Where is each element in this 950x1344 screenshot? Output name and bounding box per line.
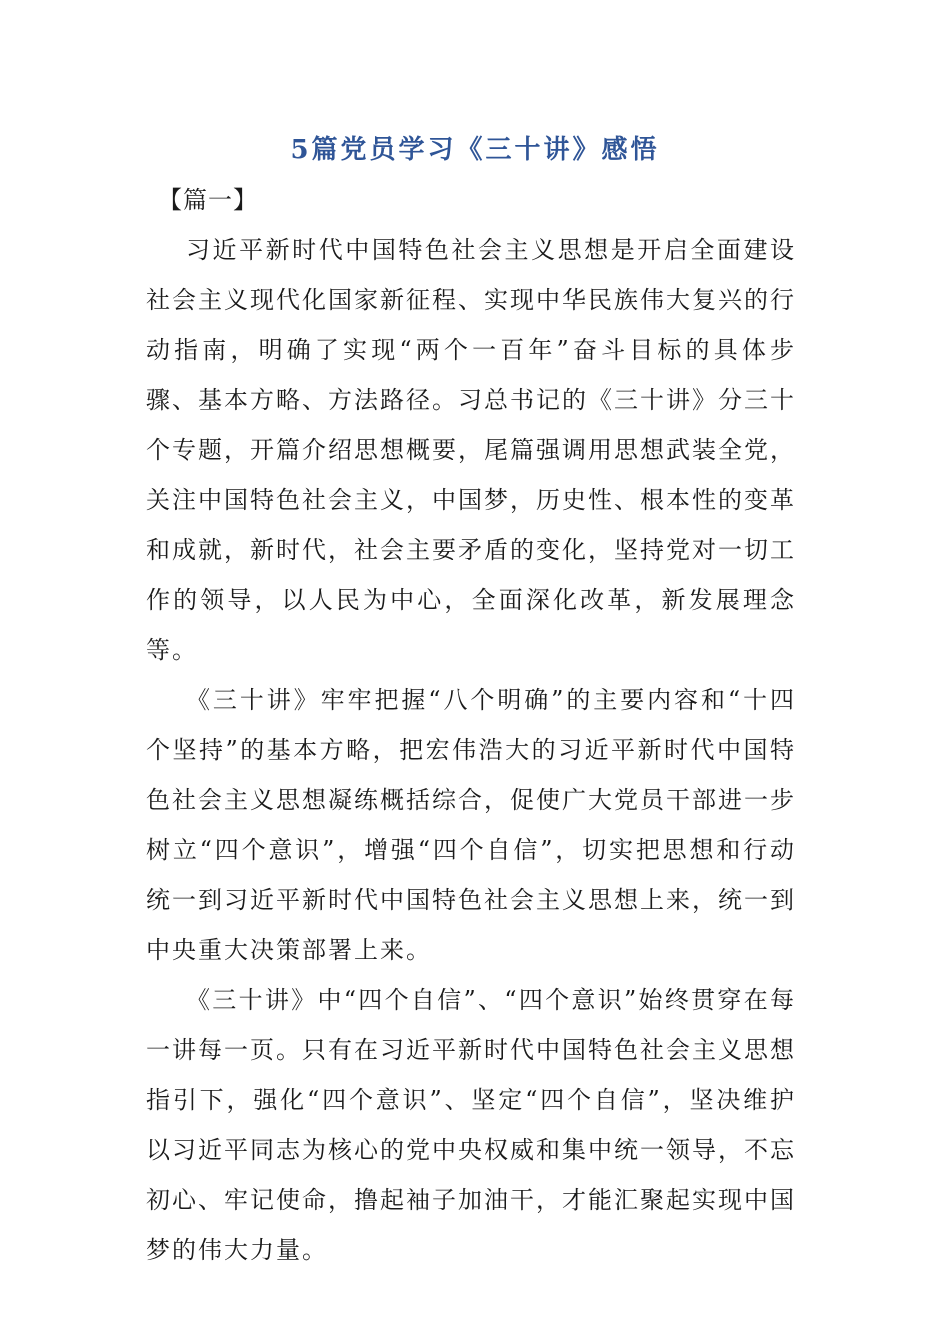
paragraph-1: 习近平新时代中国特色社会主义思想是开启全面建设社会主义现代化国家新征程、实现中华民族伟大复兴的行动指南，明确了实现“两个一百年”奋斗目标的具体步骤、基本方略、方法路径。习总书记的《三十讲》分三十个专题，开篇介绍思想概要，尾篇强调用思想武装全党，关注中国特色社会主义，中国梦，历史性、根本性的变革和成就，新时代，社会主要矛盾的变化，坚持党对一切工作的领导，以人民为中心，全面深化改革，新发展理念等。	[146, 236, 796, 664]
paragraph-2: 《三十讲》牢牢把握“八个明确”的主要内容和“十四个坚持”的基本方略，把宏伟浩大的习近平新时代中国特色社会主义思想凝练概括综合，促使广大党员干部进一步树立“四个意识”，增强“四个自信”，切实把思想和行动统一到习近平新时代中国特色社会主义思想上来，统一到中央重大决策部署上来。	[146, 686, 796, 964]
document-body	[146, 225, 796, 1275]
paragraph-3: 《三十讲》中“四个自信”、“四个意识”始终贯穿在每一讲每一页。只有在习近平新时代中国特色社会主义思想指引下，强化“四个意识”、坚定“四个自信”，坚决维护以习近平同志为核心的党中央权威和集中统一领导，不忘初心、牢记使命，撸起袖子加油干，才能汇聚起实现中国梦的伟大力量。	[146, 986, 796, 1264]
document-title: 5篇党员学习《三十讲》感悟	[290, 135, 660, 165]
section-label: 【篇一】	[158, 186, 258, 214]
